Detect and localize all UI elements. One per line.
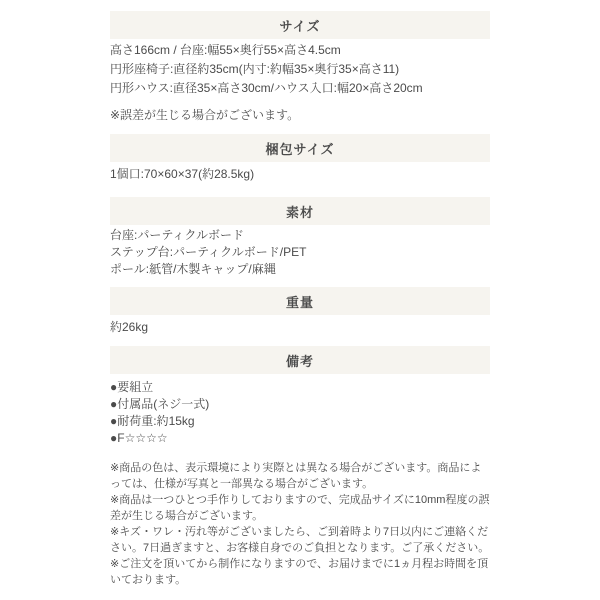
- remark-note-leadtime: ※ご注文を頂いてから制作になりますので、お届けまでに1ヵ月程お時間を頂いております。: [110, 558, 489, 586]
- remark-bullet-fstar: ●F☆☆☆☆: [110, 431, 168, 445]
- material-line-base: 台座:パーティクルボード: [110, 228, 245, 242]
- size-spec-lines: [110, 41, 490, 98]
- remark-note-handmade: ※商品は一つひとつ手作りしておりますので、完成品サイズに10mm程度の誤差が生じる場合がございます。: [110, 494, 490, 522]
- remarks-notes: [110, 460, 490, 588]
- material-line-pole: ポール:紙管/木製キャップ/麻縄: [110, 262, 276, 276]
- section-header-weight: [110, 287, 490, 315]
- section-title-remarks: 備考: [285, 353, 314, 369]
- section-title-weight: 重量: [285, 294, 314, 310]
- remark-note-color: ※商品の色は、表示環境により実際とは異なる場合がございます。商品によっては、仕様が写真と一部異なる場合がございます。: [110, 462, 482, 490]
- remark-bullet-load: ●耐荷重:約15kg: [110, 414, 195, 428]
- section-header-material: [110, 197, 490, 225]
- remark-bullet-accessories: ●付属品(ネジ一式): [110, 397, 210, 411]
- section-title-size: サイズ: [279, 18, 321, 34]
- remark-note-damage: ※キズ・ワレ・汚れ等がございましたら、ご到着時より7日以内にご連絡ください。7日過ぎますと、お客様自身でのご負担となります。ご了承ください。: [110, 526, 490, 554]
- remarks-bullet-list: [110, 379, 490, 447]
- weight-line: 約26kg: [110, 320, 149, 334]
- size-line-house: 円形ハウス:直径35×高さ30cm/ハウス入口:幅20×高さ20cm: [110, 81, 423, 95]
- packing-spec-lines: [110, 165, 490, 184]
- remark-bullet-assembly: ●要組立: [110, 380, 154, 394]
- size-tolerance-note-text: ※誤差が生じる場合がございます。: [110, 108, 300, 122]
- size-tolerance-note: [110, 106, 490, 125]
- section-header-remarks: [110, 346, 490, 374]
- weight-spec-lines: [110, 319, 490, 336]
- section-title-material: 素材: [285, 204, 314, 220]
- packing-line: 1個口:70×60×37(約28.5kg): [110, 167, 255, 181]
- size-line-overall: 高さ166cm / 台座:幅55×奥行55×高さ4.5cm: [110, 43, 341, 57]
- material-line-step: ステップ台:パーティクルボード/PET: [110, 245, 307, 259]
- section-title-packing: 梱包サイズ: [265, 141, 335, 157]
- section-header-packing: [110, 134, 490, 162]
- size-line-chair: 円形座椅子:直径約35cm(内寸:約幅35×奥行35×高さ11): [110, 62, 400, 76]
- material-spec-lines: [110, 227, 490, 278]
- product-spec-panel: [110, 0, 490, 588]
- section-header-size: [110, 11, 490, 39]
